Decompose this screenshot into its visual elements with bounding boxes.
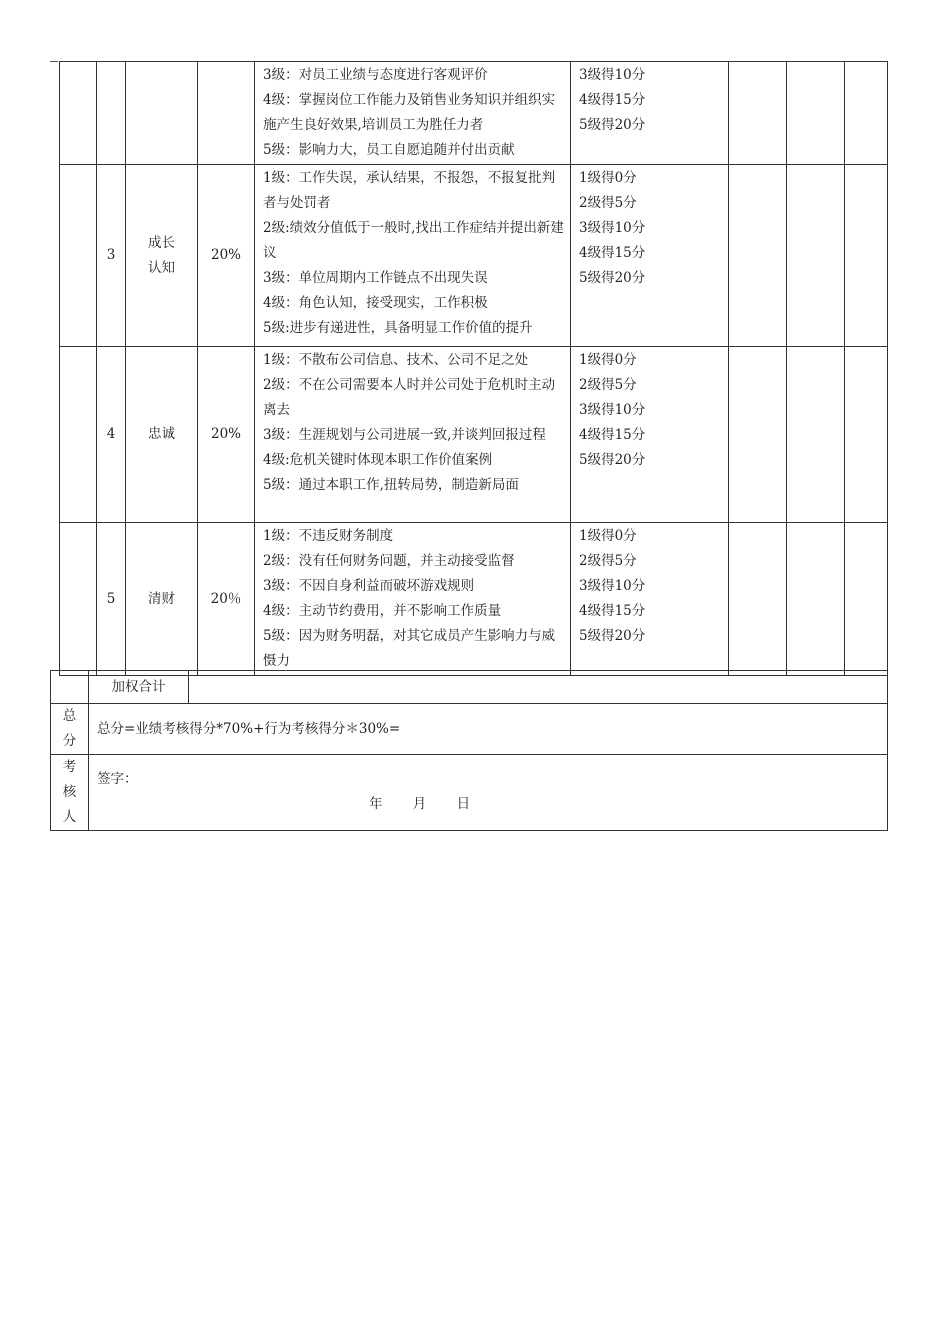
standard-line: 4级：角色认知，接受现实，工作积极 [263, 295, 488, 311]
score-line: 3级得10分 [579, 402, 646, 418]
standard-line: 2级：不在公司需要本人时并公司处于危机时主动离去 [263, 377, 556, 418]
standard-line: 1级：不散布公司信息、技术、公司不足之处 [263, 352, 529, 368]
date-year: 年 [369, 796, 383, 812]
scores-cell [571, 523, 729, 676]
score-line: 2级得5分 [579, 553, 637, 569]
standard-line: 1级：不违反财务制度 [263, 528, 394, 544]
item-name [126, 523, 198, 676]
standard-line: 3级：不因自身利益而破坏游戏规则 [263, 578, 475, 594]
item-number: 4 [97, 347, 126, 523]
standard-line: 5级:进步有递进性，具备明显工作价值的提升 [263, 320, 533, 336]
date-month: 月 [412, 796, 427, 812]
total-label-char: 分 [62, 733, 77, 749]
assessment-row [60, 347, 888, 523]
item-name [126, 347, 198, 523]
signature-cell [89, 755, 888, 831]
item-name-line: 忠诚 [148, 426, 175, 442]
standard-line: 2级：没有任何财务问题，并主动接受监督 [263, 553, 515, 569]
score-line: 5级得20分 [579, 270, 646, 286]
item-name [126, 165, 198, 347]
behavior-assessment-table [59, 61, 888, 676]
review-score-cell [787, 523, 845, 676]
signature-date [97, 792, 887, 817]
score-line: 4级得15分 [579, 427, 646, 443]
standard-line: 1级：工作失误，承认结果，不报怨，不报复批判者与处罚者 [263, 170, 556, 211]
self-score-cell [729, 523, 787, 676]
score-line: 3级得10分 [579, 67, 646, 83]
score-line: 4级得15分 [579, 245, 646, 261]
score-line: 1级得0分 [579, 170, 637, 186]
assessment-row [60, 165, 888, 347]
reviewer-row [51, 755, 888, 831]
score-line: 1级得0分 [579, 352, 637, 368]
item-weight: 20% [198, 347, 255, 523]
notes-cell [845, 165, 888, 347]
item-name-line: 清财 [148, 590, 175, 607]
item-weight [198, 62, 255, 165]
standards-cell [255, 165, 571, 347]
review-score-cell [787, 62, 845, 165]
total-formula: 总分=业绩考核得分*70%+行为考核得分＊30%= [89, 704, 888, 755]
standard-line: 3级：对员工业绩与态度进行客观评价 [263, 67, 488, 83]
weighted-total-label: 加权合计 [89, 671, 189, 704]
category-cell [60, 347, 97, 523]
category-cell [60, 165, 97, 347]
assessment-row [60, 523, 888, 676]
standard-line: 5级：影响力大，员工自愿追随并付出贡献 [263, 142, 515, 158]
score-line: 3级得10分 [579, 578, 646, 594]
weighted-total-value [189, 671, 888, 704]
summary-table [50, 670, 888, 831]
score-line: 4级得15分 [579, 603, 646, 619]
standards-cell [255, 62, 571, 165]
standards-cell [255, 347, 571, 523]
reviewer-label-char: 人 [62, 809, 77, 825]
self-score-cell [729, 62, 787, 165]
score-line: 5级得20分 [579, 452, 646, 468]
self-score-cell [729, 165, 787, 347]
standard-line: 2级:绩效分值低于一般时,找出工作症结并提出新建议 [263, 220, 564, 261]
notes-cell [845, 347, 888, 523]
review-score-cell [787, 347, 845, 523]
item-name-line: 认知 [148, 259, 175, 276]
item-weight: 20% [198, 165, 255, 347]
item-number: 5 [97, 523, 126, 676]
item-number [97, 62, 126, 165]
assessment-row [60, 62, 888, 165]
blank-cell [51, 671, 89, 704]
standard-line: 5级：因为财务明磊，对其它成员产生影响力与威慑力 [263, 628, 556, 669]
total-label [51, 704, 89, 755]
reviewer-label-char: 考 [62, 759, 77, 775]
score-line: 4级得15分 [579, 92, 646, 108]
total-score-row [51, 704, 888, 755]
standards-cell [255, 523, 571, 676]
corner-mark [50, 61, 58, 62]
reviewer-label [51, 755, 89, 831]
self-score-cell [729, 347, 787, 523]
score-line: 5级得20分 [579, 117, 646, 133]
reviewer-label-char: 核 [62, 784, 77, 800]
standard-line: 5级：通过本职工作,扭转局势，制造新局面 [263, 477, 519, 493]
review-score-cell [787, 165, 845, 347]
item-name-line: 成长 [148, 234, 175, 251]
notes-cell [845, 523, 888, 676]
notes-cell [845, 62, 888, 165]
standard-line: 4级：主动节约费用，并不影响工作质量 [263, 603, 502, 619]
standard-line: 3级：单位周期内工作链点不出现失误 [263, 270, 488, 286]
item-name [126, 62, 198, 165]
category-cell [60, 523, 97, 676]
score-line: 2级得5分 [579, 195, 637, 211]
weighted-total-row [51, 671, 888, 704]
scores-cell [571, 165, 729, 347]
category-cell [60, 62, 97, 165]
item-number: 3 [97, 165, 126, 347]
standard-line: 4级:危机关键时体现本职工作价值案例 [263, 452, 493, 468]
score-line: 3级得10分 [579, 220, 646, 236]
signature-label: 签字： [97, 771, 138, 787]
standard-line: 3级：生涯规划与公司进展一致,并谈判回报过程 [263, 427, 546, 443]
score-line: 1级得0分 [579, 528, 637, 544]
standard-line: 4级：掌握岗位工作能力及销售业务知识并组织实施产生良好效果,培训员工为胜任力者 [263, 92, 556, 133]
date-day: 日 [456, 796, 471, 812]
score-line: 5级得20分 [579, 628, 646, 644]
item-weight: 20％ [198, 523, 255, 676]
score-line: 2级得5分 [579, 377, 637, 393]
total-label-char: 总 [62, 708, 77, 724]
scores-cell [571, 62, 729, 165]
scores-cell [571, 347, 729, 523]
